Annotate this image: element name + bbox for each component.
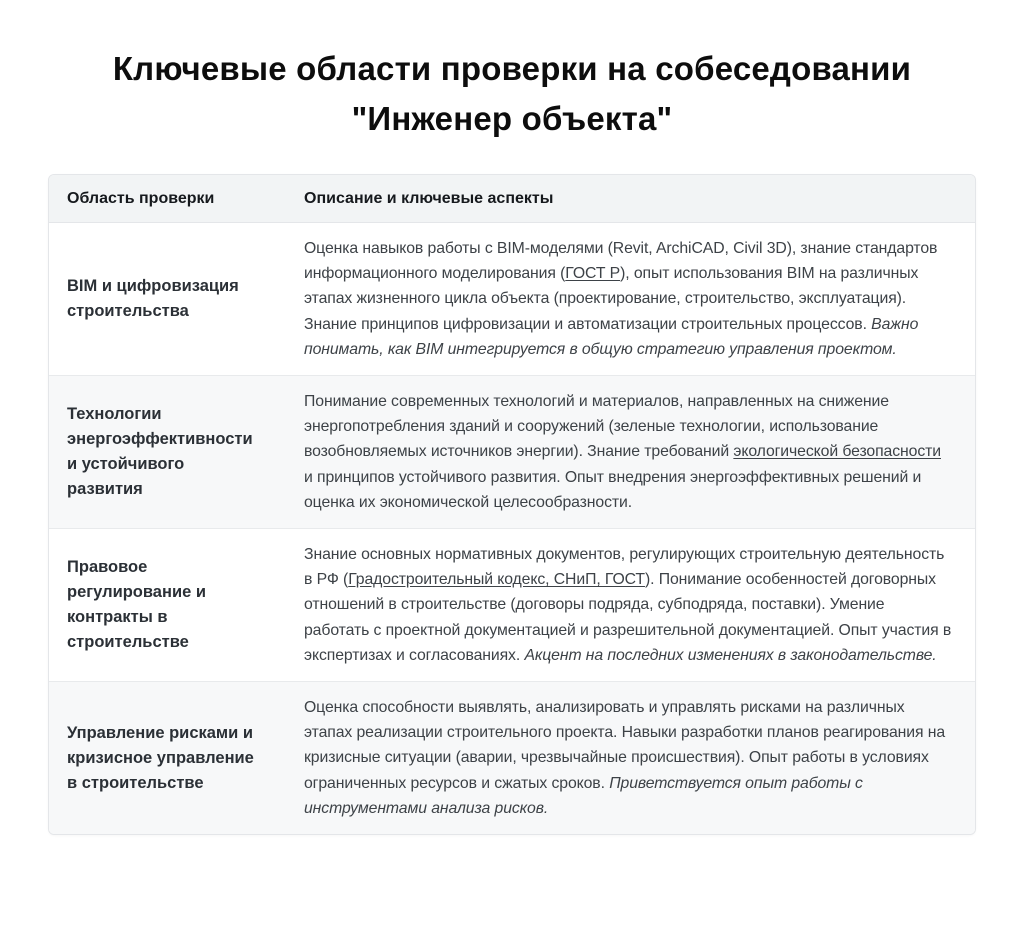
italic-note: Важно понимать, как BIM интегрируется в общую стратегию управления проектом. bbox=[304, 315, 919, 358]
description-text: ). Понимание особенностей договорных отношений в строительстве (договоры подряда, субподряда, поставки). Умение работать с проектной документацией и разрешительной документацией. Опыт участия в экспертизах и согласованиях. bbox=[304, 571, 952, 664]
inline-link[interactable]: экологической безопасности bbox=[733, 443, 941, 461]
inline-link[interactable]: Градостроительный кодекс, СНиП, ГОСТ bbox=[348, 571, 645, 589]
table-header-row bbox=[49, 175, 975, 223]
page-title-line2: "Инженер объекта" bbox=[351, 100, 673, 137]
table-row bbox=[49, 376, 975, 529]
description-cell bbox=[286, 376, 975, 529]
area-cell: Правовое регулирование и контракты в строительстве bbox=[67, 558, 206, 652]
table-body bbox=[49, 223, 975, 835]
description-text: и принципов устойчивого развития. Опыт внедрения энергоэффективных решений и оценка их экономической целесообразности. bbox=[304, 468, 922, 511]
table-row bbox=[49, 682, 975, 835]
area-cell: Управление рисками и кризисное управление в строительстве bbox=[67, 723, 254, 792]
page-title-line1: Ключевые области проверки на собеседовании bbox=[112, 50, 912, 87]
description-text: ), опыт использования BIM на различных этапах жизненного цикла объекта (проектирование, строительство, эксплуатация). Знание принципов цифровизации и автоматизации строительных процессов. bbox=[304, 265, 919, 333]
column-header-description: Описание и ключевые аспекты bbox=[286, 175, 975, 223]
italic-note: Акцент на последних изменениях в законодательстве. bbox=[524, 646, 937, 664]
table-row bbox=[49, 223, 975, 376]
area-cell: Технологии энергоэффективности и устойчивого развития bbox=[67, 405, 253, 499]
column-header-area: Область проверки bbox=[49, 175, 286, 223]
table-row bbox=[49, 529, 975, 682]
italic-note: Приветствуется опыт работы с инструментами анализа рисков. bbox=[304, 774, 863, 817]
description-text: Оценка навыков работы с BIM-моделями (Revit, ArchiCAD, Civil 3D), знание стандартов информационного моделирования ( bbox=[304, 240, 938, 283]
page-title bbox=[0, 0, 1024, 144]
description-text: Знание основных нормативных документов, регулирующих строительную деятельность в РФ ( bbox=[304, 546, 945, 589]
description-cell bbox=[286, 529, 975, 682]
description-cell bbox=[286, 682, 975, 835]
area-cell: BIM и цифровизация строительства bbox=[67, 277, 239, 320]
description-text: Оценка способности выявлять, анализировать и управлять рисками на различных этапах реализации строительного проекта. Навыки разработки планов реагирования на кризисные ситуации (аварии, чрезвычайные происшествия). Опыт работы в условиях ограниченных ресурсов и сжатых сроков. bbox=[304, 699, 946, 792]
verification-table-container bbox=[48, 174, 976, 835]
description-text: Понимание современных технологий и материалов, направленных на снижение энергопотребления зданий и сооружений (зеленые технологии, использование возобновляемых источников энергии). Знание требований bbox=[304, 393, 889, 461]
description-cell bbox=[286, 223, 975, 376]
verification-table bbox=[49, 175, 975, 834]
inline-link[interactable]: ГОСТ Р bbox=[565, 265, 621, 283]
